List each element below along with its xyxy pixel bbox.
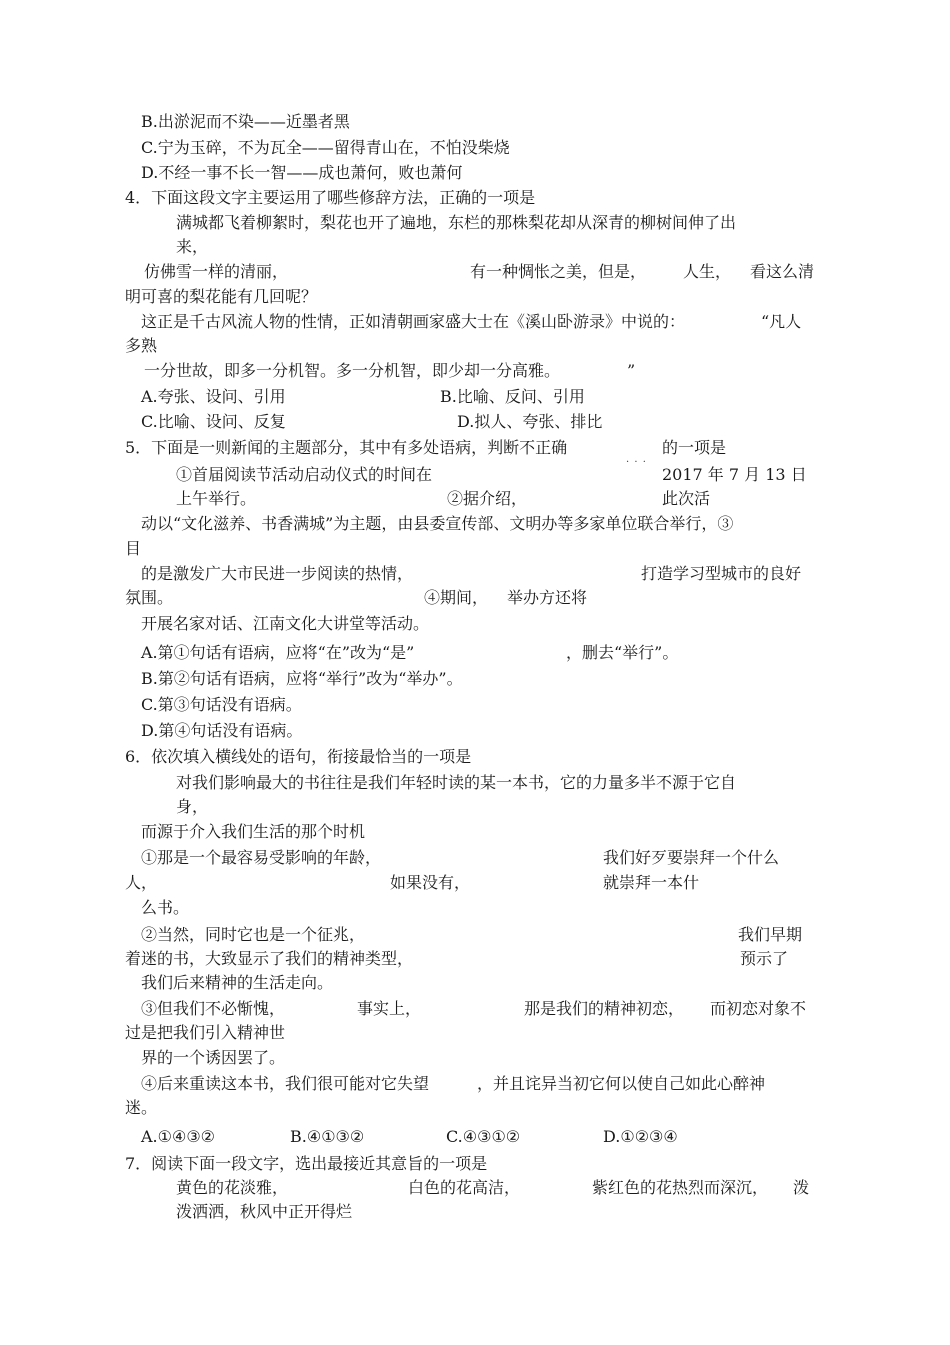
- q4-option-d: D.拟人、夸张、排比: [457, 412, 603, 431]
- q4-passage-line: 满城都飞着柳絮时，梨花也开了遍地，东栏的那株梨花却从深青的柳树间伸了出: [176, 213, 737, 232]
- q6-sentence: 预示了: [740, 949, 789, 968]
- q4-passage-line: “凡人: [761, 312, 802, 331]
- q7-passage-line: 黄色的花淡雅，: [176, 1178, 289, 1197]
- q6-sentence: 我们后来精神的生活走向。: [141, 973, 334, 992]
- q3-option-c: C.宁为玉碎，不为瓦全——留得青山在，不怕没柴烧: [141, 138, 510, 157]
- q4-passage-line: 人生，: [683, 262, 732, 281]
- q6-option-c: C.④③①②: [446, 1127, 521, 1146]
- q6-sentence: 事实上，: [357, 999, 422, 1018]
- q5-passage-line: 氛围。: [125, 588, 174, 607]
- q5-option-d: D.第④句话没有语病。: [141, 721, 303, 740]
- q5-option-c: C.第③句话没有语病。: [141, 695, 302, 714]
- q5-passage-line: ②据介绍，: [447, 489, 528, 508]
- q7-stem: 7．阅读下面一段文字，选出最接近其意旨的一项是: [125, 1154, 488, 1173]
- q7-passage-line: 白色的花高洁，: [408, 1178, 521, 1197]
- q5-stem: 的一项是: [662, 438, 727, 457]
- q7-passage-line: 泼洒洒，秋风中正开得烂: [176, 1202, 353, 1221]
- q7-passage-line: 泼: [793, 1178, 810, 1197]
- q4-option-b: B.比喻、反问、引用: [440, 387, 585, 406]
- q6-sentence: 我们早期: [738, 925, 803, 944]
- q5-stem: 5．下面是一则新闻的主题部分，其中有多处语病，判断不正确: [125, 438, 568, 457]
- q6-sentence: ①那是一个最容易受影响的年龄，: [141, 848, 382, 867]
- q4-passage-line: 看这么清: [750, 262, 815, 281]
- q5-passage-line: ④期间，: [424, 588, 489, 607]
- q4-passage-line: 有一种惆怅之美，但是，: [470, 262, 647, 281]
- q6-sentence: 过是把我们引入精神世: [125, 1023, 286, 1042]
- q6-sentence: 界的一个诱因罢了。: [141, 1048, 286, 1067]
- q3-option-b: B.出淤泥而不染——近墨者黑: [141, 112, 350, 131]
- q5-passage-line: 的是激发广大市民进一步阅读的热情，: [141, 564, 414, 583]
- q4-option-c: C.比喻、设问、反复: [141, 412, 286, 431]
- q5-option-b: B.第②句话有语病，应将“举行”改为“举办”。: [141, 669, 463, 688]
- q5-option-a: A.第①句话有语病，应将“在”改为“是”: [141, 643, 415, 662]
- q6-sentence: 那是我们的精神初恋，: [524, 999, 685, 1018]
- q6-sentence: 着迷的书，大致显示了我们的精神类型，: [125, 949, 414, 968]
- q4-stem: 4．下面这段文字主要运用了哪些修辞方法，正确的一项是: [125, 188, 536, 207]
- q6-stem: 6．依次填入横线处的语句，衔接最恰当的一项是: [125, 747, 472, 766]
- q4-passage-line: 仿佛雪一样的清丽，: [144, 262, 289, 281]
- q6-sentence: 么书。: [141, 898, 190, 917]
- q6-sentence: ③但我们不必惭愧，: [141, 999, 286, 1018]
- q3-option-d: D.不经一事不长一智——成也萧何，败也萧何: [141, 163, 463, 182]
- q4-passage-line: 明可喜的梨花能有几回呢？: [125, 287, 318, 306]
- q7-passage-line: 紫红色的花热烈而深沉，: [592, 1178, 769, 1197]
- q6-sentence: 如果没有，: [390, 873, 471, 892]
- q5-passage-line: 2017 年 7 月 13 日: [662, 465, 807, 484]
- q5-passage-line: 此次活: [662, 489, 711, 508]
- q6-sentence: ④后来重读这本书，我们很可能对它失望: [141, 1074, 430, 1093]
- q6-option-a: A.①④③②: [141, 1127, 216, 1146]
- q6-sentence: 而初恋对象不: [710, 999, 807, 1018]
- q6-sentence: 人，: [125, 873, 158, 892]
- q5-passage-line: ①首届阅读节活动启动仪式的时间在: [176, 465, 433, 484]
- q5-passage-line: 开展名家对话、江南文化大讲堂等活动。: [141, 614, 430, 633]
- q6-passage-line: 身，: [176, 797, 209, 816]
- q5-passage-line: 举办方还将: [507, 588, 588, 607]
- emphasis-dots: · · ·: [626, 457, 647, 468]
- q5-passage-line: 目: [125, 539, 142, 558]
- q5-passage-line: 动以“文化滋养、书香满城”为主题，由县委宣传部、文明办等多家单位联合举行，③: [141, 514, 734, 533]
- q4-passage-line: 这正是千古风流人物的性情，正如清朝画家盛大士在《溪山卧游录》中说的：: [141, 312, 686, 331]
- q6-passage-line: 而源于介入我们生活的那个时机: [141, 822, 366, 841]
- q6-option-d: D.①②③④: [603, 1127, 678, 1146]
- q4-passage-line: 来，: [176, 237, 209, 256]
- q5-option-a: ，删去“举行”。: [566, 643, 679, 662]
- q4-passage-line: 一分世故，即多一分机智。多一分机智，即少却一分高雅。: [144, 361, 561, 380]
- q6-sentence: 迷。: [125, 1098, 158, 1117]
- q6-option-b: B.④①③②: [290, 1127, 365, 1146]
- q4-passage-line: 多熟: [125, 336, 158, 355]
- q5-passage-line: 打造学习型城市的良好: [641, 564, 802, 583]
- q5-passage-line: 上午举行。: [176, 489, 257, 508]
- q6-sentence: 就崇拜一本什: [603, 873, 700, 892]
- q4-passage-line: ”: [627, 361, 636, 380]
- q6-passage-line: 对我们影响最大的书往往是我们年轻时读的某一本书，它的力量多半不源于它自: [176, 773, 737, 792]
- q4-option-a: A.夸张、设问、引用: [141, 387, 286, 406]
- q6-sentence: 我们好歹要崇拜一个什么: [603, 848, 780, 867]
- q6-sentence: ，并且诧异当初它何以使自己如此心醉神: [477, 1074, 766, 1093]
- q6-sentence: ②当然，同时它也是一个征兆，: [141, 925, 366, 944]
